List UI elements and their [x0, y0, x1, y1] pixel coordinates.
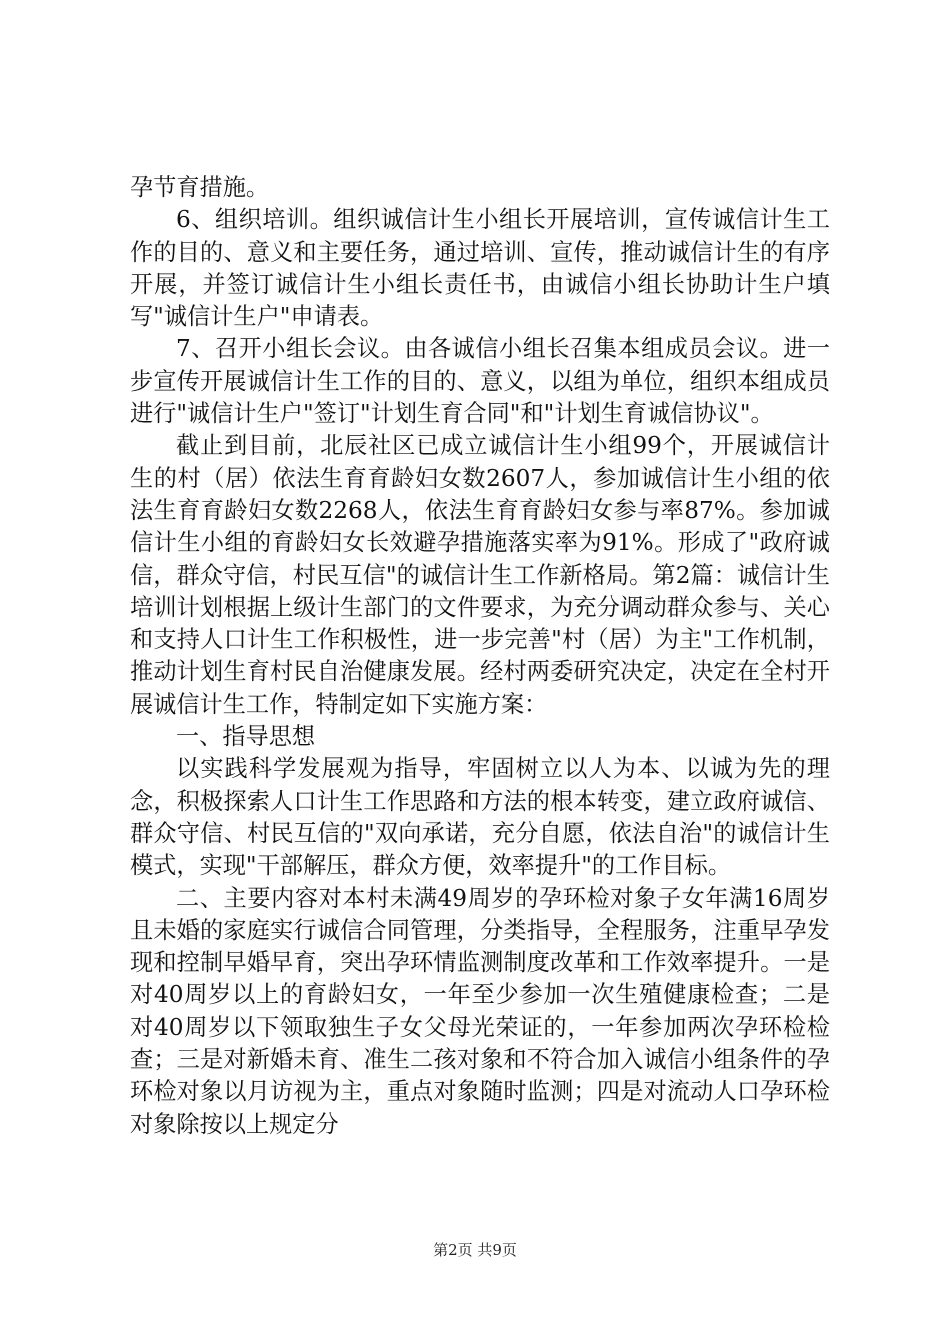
paragraph-3: 7、召开小组长会议。由各诚信小组长召集本组成员会议。进一步宣传开展诚信计生工作的目的、意义，以组为单位，组织本组成员进行"诚信计生户"签订"计划生育合同"和"计划生育诚信协议"。: [130, 335, 830, 428]
page-footer: [0, 1240, 950, 1260]
paragraph-2: 6、组织培训。组织诚信计生小组长开展培训，宣传诚信计生工作的目的、意义和主要任务，通过培训、宣传，推动诚信计生的有序开展，并签订诚信计生小组长责任书，由诚信小组长协助计生户填写"诚信计生户"申请表。: [130, 206, 830, 331]
page-number-label: 第2页 共9页: [433, 1241, 517, 1259]
paragraph-7: 二、主要内容对本村未满49周岁的孕环检对象子女年满16周岁且未婚的家庭实行诚信合同管理，分类指导，全程服务，注重早孕发现和控制早婚早育，突出孕环情监测制度改革和工作效率提升。一是对40周岁以上的育龄妇女，一年至少参加一次生殖健康检查；二是对40周岁以下领取独生子女父母光荣证的，一年参加两次孕环检检查；三是对新婚未育、准生二孩对象和不符合加入诚信小组条件的孕环检对象以月访视为主，重点对象随时监测；四是对流动人口孕环检对象除按以上规定分: [130, 884, 830, 1138]
section-heading-guiding-thought: 一、指导思想: [176, 723, 316, 751]
document-body: [130, 172, 830, 1141]
paragraph-6: 以实践科学发展观为指导，牢固树立以人为本、以诚为先的理念，积极探索人口计生工作思路和方法的根本转变，建立政府诚信、群众守信、村民互信的"双向承诺，充分自愿，依法自治"的诚信计生模式，实现"干部解压，群众方便，效率提升"的工作目标。: [130, 755, 830, 880]
paragraph-4: 截止到目前，北辰社区已成立诚信计生小组99个，开展诚信计生的村（居）依法生育育龄妇女数2607人，参加诚信计生小组的依法生育育龄妇女数2268人，依法生育育龄妇女参与率87%。参加诚信计生小组的育龄妇女长效避孕措施落实率为91%。形成了"政府诚信，群众守信，村民互信"的诚信计生工作新格局。第2篇：诚信计生培训计划根据上级计生部门的文件要求，为充分调动群众参与、关心和支持人口计生工作积极性，进一步完善"村（居）为主"工作机制，推动计划生育村民自治健康发展。经村两委研究决定，决定在全村开展诚信计生工作，特制定如下实施方案：: [130, 432, 830, 718]
paragraph-1: 孕节育措施。: [130, 174, 270, 201]
